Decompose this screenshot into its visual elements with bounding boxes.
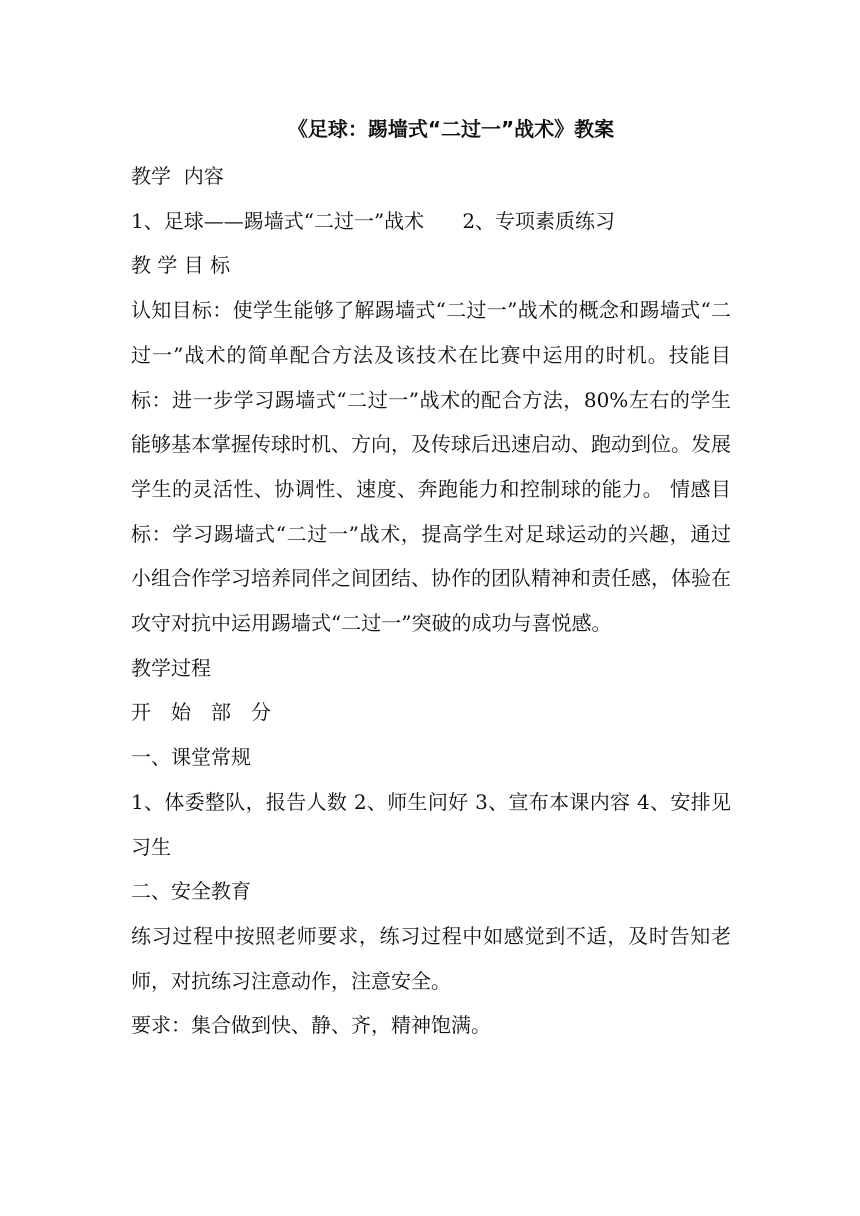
safety-heading: 二、安全教育 bbox=[131, 879, 251, 904]
objectives-heading: 教 学 目 标 bbox=[131, 253, 231, 278]
content-items: 1、足球——踢墙式“二过一”战术 2、专项素质练习 bbox=[131, 208, 616, 233]
document-page bbox=[131, 110, 731, 1048]
objectives-text: 认知目标：使学生能够了解踢墙式“二过一”战术的概念和踢墙式“二过一”战术的简单配合方法及该技术在比赛中运用的时机。技能目标：进一步学习踢墙式“二过一”战术的配合方法，80%左右的学生能够基本掌握传球时机、方向，及传球后迅速启动、跑动到位。发展学生的灵活性、协调性、速度、奔跑能力和控制球的能力。 情感目标：学习踢墙式“二过一”战术，提高学生对足球运动的兴趣，通过小组合作学习培养同伴之间团结、协作的团队精神和责任感，体验在攻守对抗中运用踢墙式“二过一”突破的成功与喜悦感。 bbox=[131, 298, 731, 636]
process-heading: 教学过程 bbox=[131, 655, 211, 680]
safety-text: 练习过程中按照老师要求，练习过程中如感觉到不适，及时告知老师，对抗练习注意动作，注意安全。 bbox=[131, 923, 731, 993]
routine-text: 1、体委整队，报告人数 2、师生问好 3、宣布本课内容 4、安排见习生 bbox=[131, 789, 731, 859]
requirement-text: 要求：集合做到快、静、齐，精神饱满。 bbox=[131, 1013, 491, 1038]
start-section-heading: 开 始 部 分 bbox=[131, 700, 271, 725]
routine-heading: 一、课堂常规 bbox=[131, 745, 251, 770]
document-title: 《足球：踢墙式“二过一”战术》教案 bbox=[287, 117, 615, 141]
content-heading: 教学 内容 bbox=[131, 164, 224, 188]
